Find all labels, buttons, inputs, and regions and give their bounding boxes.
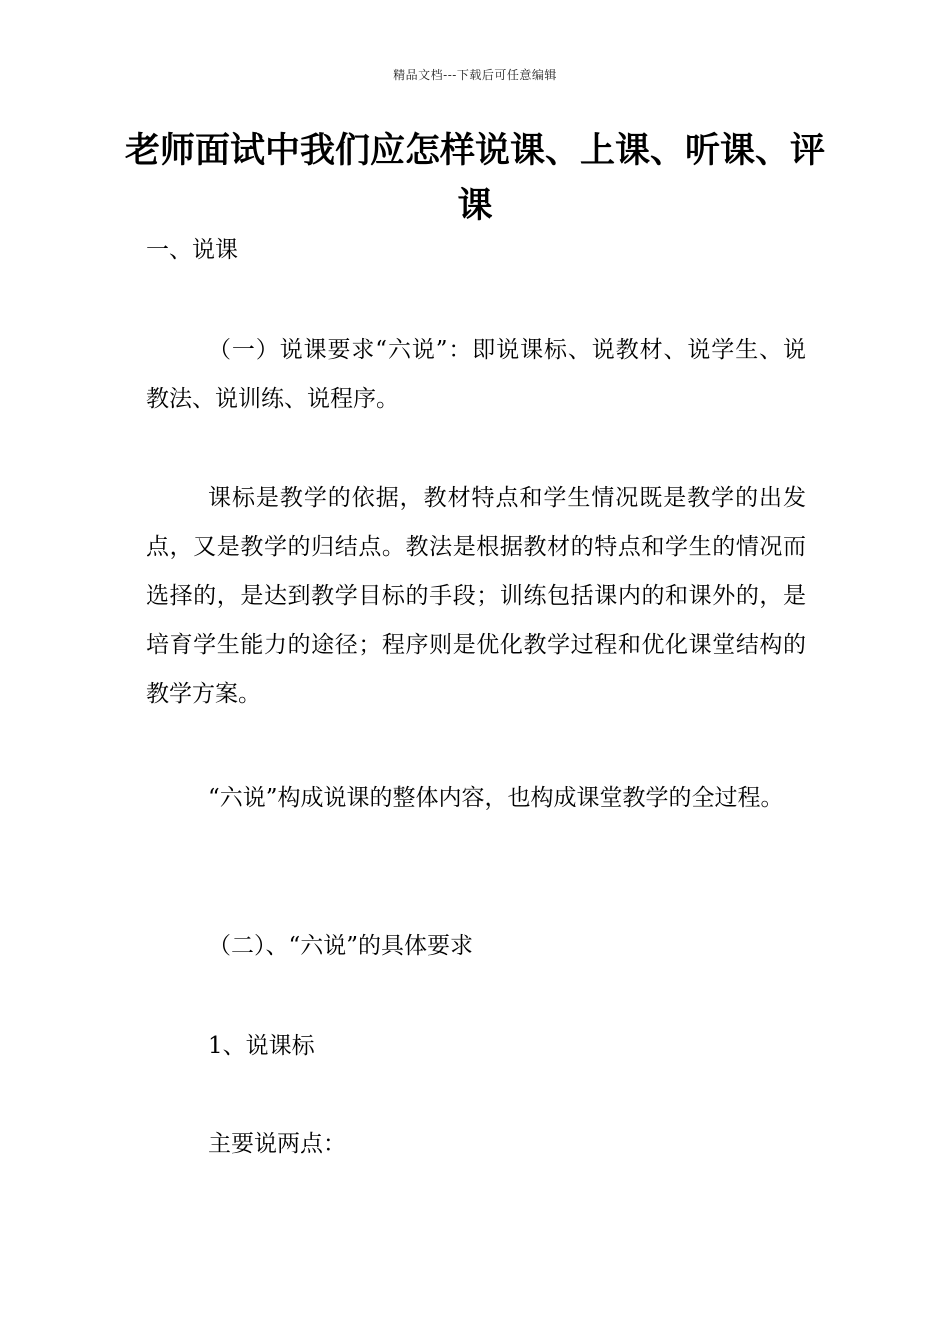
- page-title: 老师面试中我们应怎样说课、上课、听课、评课: [124, 131, 825, 226]
- subsection-heading-requirements: （二）、“六说”的具体要求: [208, 933, 474, 959]
- item-heading-curriculum: 1、说课标: [208, 1033, 315, 1059]
- paragraph-two-points: 主要说两点：: [208, 1131, 346, 1157]
- paragraph-six-requirements: （一）说课要求“六说”：即说课标、说教材、说学生、说教法、说训练、说程序。: [146, 337, 806, 412]
- section-heading-shuoke: 一、说课: [146, 237, 238, 263]
- header-note: 精品文档---下载后可任意编辑: [393, 68, 557, 82]
- paragraph-curriculum-basis: 课标是教学的依据，教材特点和学生情况既是教学的出发点，又是教学的归结点。教法是根据教材的特点和学生的情况而选择的，是达到教学目标的手段；训练包括课内的和课外的，是培育学生能力的途径；程序则是优化教学过程和优化课堂结构的教学方案。: [146, 485, 806, 707]
- paragraph-six-content: “六说”构成说课的整体内容，也构成课堂教学的全过程。: [208, 785, 784, 811]
